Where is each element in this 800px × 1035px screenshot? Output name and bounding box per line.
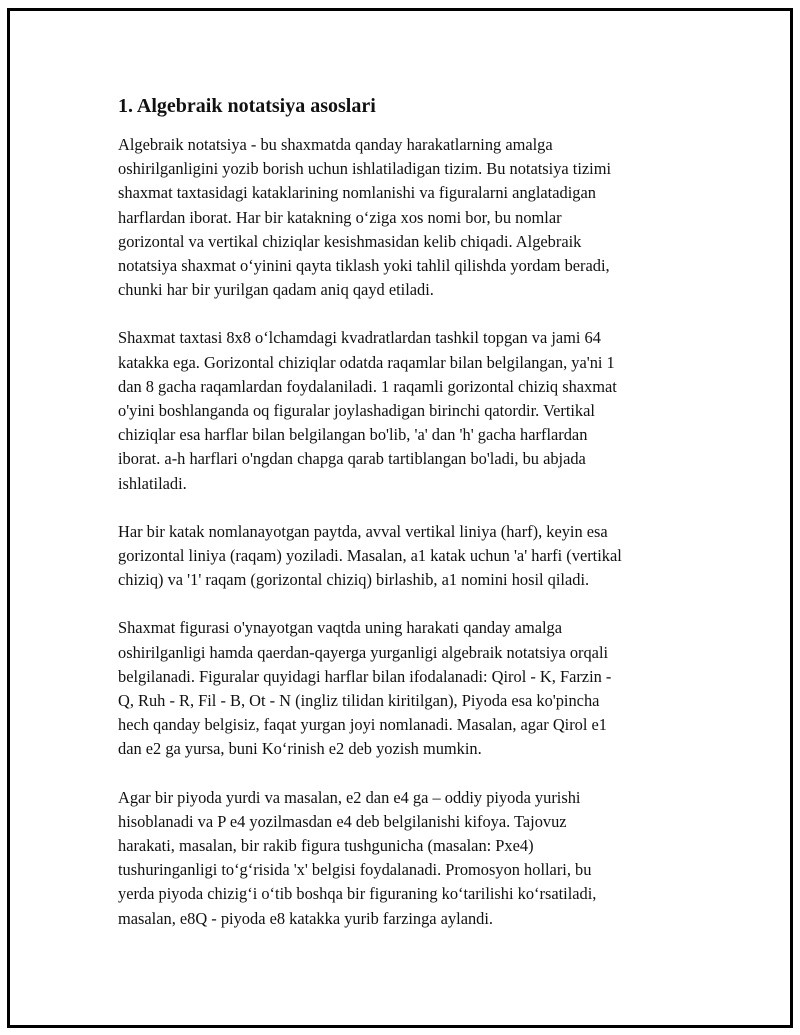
document-body: [118, 94, 698, 955]
paragraph-4: Shaxmat figurasi o'ynayotgan vaqtda uning harakati qanday amalga oshirilganligi hamda qaerdan-qayerga yurganligi algebraik notatsiya orqali belgilanadi. Figuralar quyidagi harflar bilan ifodalanadi: Qirol - K, Farzin - Q, Ruh - R, Fil - B, Ot - N (ingliz tilidan kiritilgan), Piyoda esa ko'pincha hech qanday belgisiz, faqat yurgan joyi nomlanadi. Masalan, agar Qirol e1 dan e2 ga yursa, buni Ko‘rinish e2 deb yozish mumkin.: [118, 618, 612, 759]
paragraph-5: Agar bir piyoda yurdi va masalan, e2 dan e4 ga – oddiy piyoda yurishi hisoblanadi va P e4 yozilmasdan e4 deb belgilanishi kifoya. Tajovuz harakati, masalan, bir rakib figura tushgunicha (masalan: Pxe4) tushuringanligi to‘g‘risida 'x' belgisi foydalanadi. Promosyon hollari, bu yerda piyoda chizig‘i o‘tib boshqa bir figuraning ko‘tarilishi ko‘rsatiladi, masalan, e8Q - piyoda e8 katakka yurib farzinga aylandi.: [118, 787, 597, 928]
paragraph-3: Har bir katak nomlanayotgan paytda, avval vertikal liniya (harf), keyin esa gorizontal liniya (raqam) yoziladi. Masalan, a1 katak uchun 'a' harfi (vertikal chiziq) va '1' raqam (gorizontal chiziq) birlashib, a1 nomini hosil qiladi.: [118, 521, 622, 590]
section-heading: 1. Algebraik notatsiya asoslari: [118, 95, 376, 117]
paragraph-1: Algebraik notatsiya - bu shaxmatda qanday harakatlarning amalga oshirilganligini yozib borish uchun ishlatiladigan tizim. Bu notatsiya tizimi shaxmat taxtasidagi kataklarining nomlanishi va figuralarni anglatadigan harflardan iborat. Har bir katakning o‘ziga xos nomi bor, bu nomlar gorizontal va vertikal chiziqlar kesishmasidan kelib chiqadi. Algebraik notatsiya shaxmat o‘yinini qayta tiklash yoki tahlil qilishda yordam beradi, chunki har bir yurilgan qadam aniq qayd etiladi.: [118, 135, 612, 300]
paragraph-2: Shaxmat taxtasi 8x8 o‘lchamdagi kvadratlardan tashkil topgan va jami 64 katakka ega. Gorizontal chiziqlar odatda raqamlar bilan belgilangan, ya'ni 1 dan 8 gacha raqamlardan foydalaniladi. 1 raqamli gorizontal chiziq shaxmat o'yini boshlanganda oq figuralar joylashadigan birinchi qatordir. Vertikal chiziqlar esa harflar bilan belgilangan bo'lib, 'a' dan 'h' gacha harflardan iborat. a-h harflari o'ngdan chapga qarab tartiblangan bo'ladi, bu abjada ishlatiladi.: [118, 328, 617, 493]
